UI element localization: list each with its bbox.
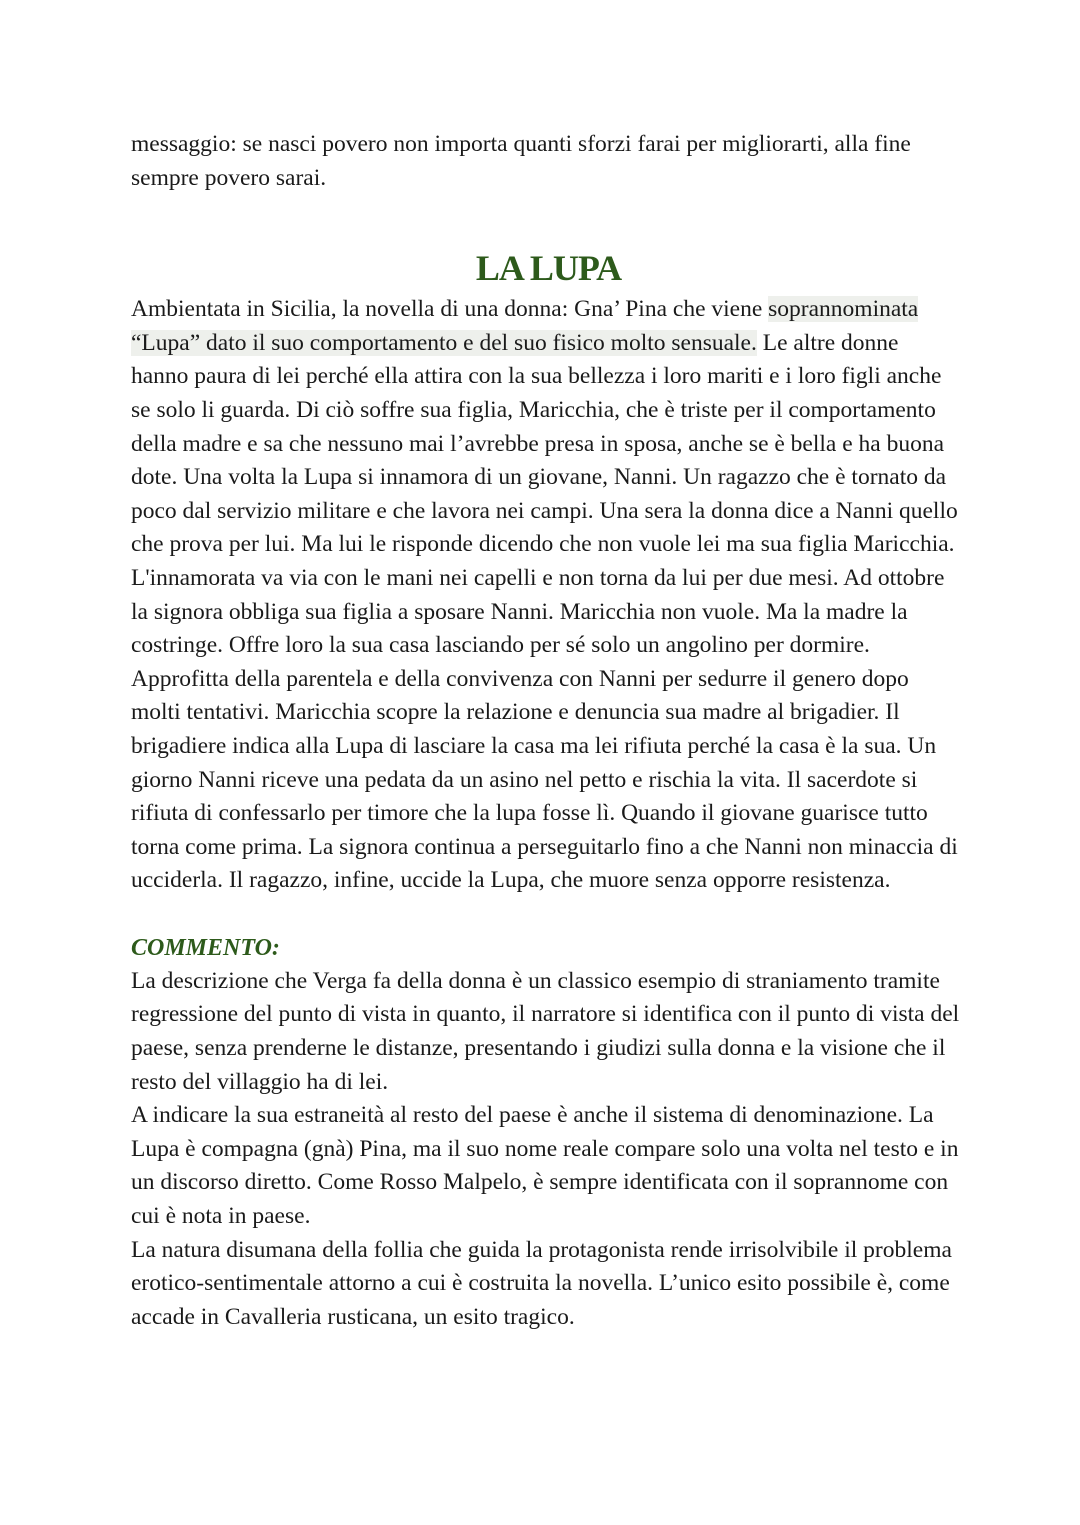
- comment-paragraph-2: A indicare la sua estraneità al resto del paese è anche il sistema di denominazione. La Lupa è compagna (gnà) Pina, ma il suo nome reale compare solo una volta nel testo e in un discorso diretto. Come Rosso Malpelo, è sempre identificata con il soprannome con cui è nota in paese.: [131, 1102, 959, 1230]
- comment-paragraph-1: La descrizione che Verga fa della donna è un classico esempio di straniamento tramite regressione del punto di vista in quanto, il narratore si identifica con il punto di vista del paese, senza prenderne le distanze, presentando i giudizi sulla donna e la visione che il resto del villaggio ha di lei.: [131, 967, 960, 1095]
- document-page: [131, 128, 961, 1334]
- summary-rest: Le altre donne hanno paura di lei perché ella attira con la sua bellezza i loro mariti e i loro figli anche se solo li guarda. Di ciò soffre sua figlia, Maricchia, che è triste per il comportamento della madre e sa che nessuno mai l’avrebbe presa in sposa, anche se è bella e ha buona dote. Una volta la Lupa si innamora di un giovane, Nanni. Un ragazzo che è tornato da poco dal servizio militare e che lavora nei campi. Una sera la donna dice a Nanni quello che prova per lui. Ma lui le risponde dicendo che non vuole lei ma sua figlia Maricchia. L'innamorata va via con le mani nei capelli e non torna da lui per due mesi. Ad ottobre la signora obbliga sua figlia a sposare Nanni. Maricchia non vuole. Ma la madre la costringe. Offre loro la sua casa lasciando per sé solo un angolino per dormire. Approfitta della parentela e della convivenza con Nanni per sedurre il genero dopo molti tentativi. Maricchia scopre la relazione e denuncia sua madre al brigadier. Il brigadiere indica alla Lupa di lasciare la casa ma lei rifiuta perché la casa è la sua. Un giorno Nanni riceve una pedata da un asino nel petto e rischia la vita. Il sacerdote si rifiuta di confessarlo per timore che la lupa fosse lì. Quando il giovane guarisce tutto torna come prima. La signora continua a perseguitarlo fino a che Nanni non minaccia di ucciderla. Il ragazzo, infine, uccide la Lupa, che muore senza opporre resistenza.: [131, 329, 958, 894]
- story-title: LA LUPA: [475, 248, 622, 289]
- comment-paragraph-3: La natura disumana della follia che guida la protagonista rende irrisolvibile il problema erotico-sentimentale attorno a cui è costruita la novella. L’unico esito possibile è, come accade in Cavalleria rusticana, un esito tragico.: [131, 1236, 952, 1330]
- summary-highlight: soprannominata “Lupa” dato il suo comportamento e del suo fisico molto sensuale.: [131, 296, 919, 356]
- intro-paragraph: messaggio: se nasci povero non importa quanti sforzi farai per migliorarti, alla fine sempre povero sarai.: [131, 131, 911, 191]
- summary-start: Ambientata in Sicilia, la novella di una donna: Gna’ Pina che viene: [131, 296, 769, 323]
- comment-heading: COMMENTO:: [131, 934, 280, 961]
- summary-paragraph: [131, 293, 961, 898]
